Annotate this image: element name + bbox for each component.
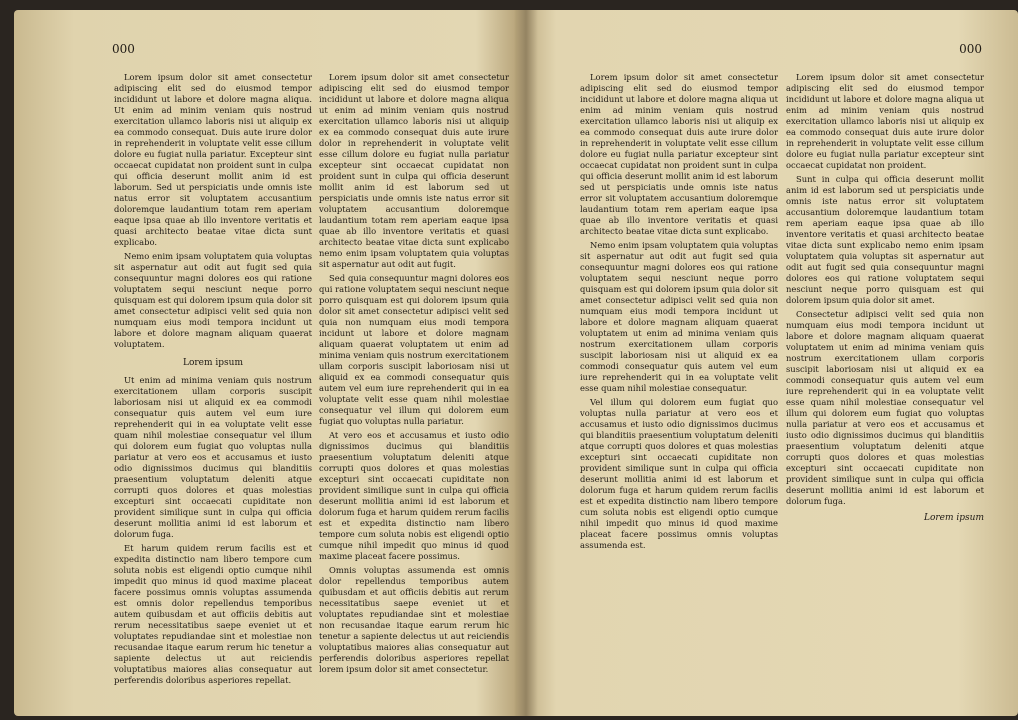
paragraph: Nemo enim ipsam voluptatem quia voluptas sit aspernatur aut odit aut fugit sed quia consequuntur magni dolores eos qui ratione voluptatem sequi nesciunt neque porro quisquam est qui dolorem ipsum quia dolor sit amet consectetur adipisci velit sed quia non numquam eius modi tempora incidunt ut labore et dolore magnam aliquam quaerat voluptatem ut enim ad minima veniam quis nostrum exercitationem ullam corporis suscipit laboriosam nisi ut aliquid ex ea commodi consequatur quis autem vel eum iure reprehenderit qui in ea voluptate velit esse quam nihil molestiae consequatur. xyxy=(580,240,778,393)
text-column xyxy=(580,72,778,554)
author-signature: Lorem ipsum xyxy=(923,513,984,523)
paragraph: Lorem ipsum dolor sit amet consectetur adipiscing elit sed do eiusmod tempor incididunt ut labore et dolore magna aliqua ut enim ad minim veniam quis nostrud exercitation ullamco laboris nisi ut aliquip ex ea commodo consequat duis aute irure dolor in reprehenderit in voluptate velit esse cillum dolore eu fugiat nulla pariatur excepteur sint occaecat cupidatat non proident. xyxy=(786,72,984,170)
page-number: 000 xyxy=(959,42,982,56)
paragraph: Ut enim ad minima veniam quis nostrum exercitationem ullam corporis suscipit laboriosam nisi ut aliquid ex ea commodi consequatur quis autem vel eum iure reprehenderit qui in ea voluptate velit esse quam nihil molestiae consequatur vel illum qui dolorem eum fugiat quo voluptas nulla pariatur at vero eos et accusamus et iusto odio dignissimos ducimus qui blanditiis praesentium voluptatum deleniti atque corrupti quos dolores et quas molestias excepturi sint occaecati cupiditate non provident similique sunt in culpa qui officia deserunt mollitia animi id est laborum et dolorum fuga. xyxy=(114,375,312,539)
paragraph: Lorem ipsum dolor sit amet consectetur adipiscing elit sed do eiusmod tempor incididunt ut labore et dolore magna aliqua ut enim ad minim veniam quis nostrud exercitation ullamco laboris nisi ut aliquip ex ea commodo consequat duis aute irure dolor in reprehenderit in voluptate velit esse cillum dolore eu fugiat nulla pariatur excepteur sint occaecat cupidatat non proident sunt in culpa qui officia deserunt mollit anim id est laborum sed ut perspiciatis unde omnis iste natus error sit voluptatem accusantium doloremque laudantium totam rem aperiam eaque ipsa quae ab illo inventore veritatis et quasi architecto beatae vitae dicta sunt explicabo. xyxy=(580,72,778,236)
paragraph: Et harum quidem rerum facilis est et expedita distinctio nam libero tempore cum soluta nobis est eligendi optio cumque nihil impedit quo minus id quod maxime placeat facere possimus omnis voluptas assumenda est omnis dolor repellendus temporibus autem quibusdam et aut officiis debitis aut rerum necessitatibus saepe eveniet ut et voluptates repudiandae sint et molestiae non recusandae itaque earum rerum hic tenetur a sapiente delectus ut aut reiciendis voluptatibus maiores alias consequatur aut perferendis doloribus asperiores repellat. xyxy=(114,543,312,685)
left-page xyxy=(74,10,509,716)
text-column xyxy=(319,72,509,678)
paragraph: At vero eos et accusamus et iusto odio dignissimos ducimus qui blanditiis praesentium voluptatum deleniti atque corrupti quos dolores et quas molestias excepturi sint occaecati cupiditate non provident similique sunt in culpa qui officia deserunt mollitia animi id est laborum et dolorum fuga et harum quidem rerum facilis est et expedita distinctio nam libero tempore cum soluta nobis est eligendi optio cumque nihil impedit quo minus id quod maxime placeat facere possimus. xyxy=(319,430,509,561)
page-number: 000 xyxy=(112,42,135,56)
paragraph: Lorem ipsum dolor sit amet consectetur adipiscing elit sed do eiusmod tempor incididunt ut labore et dolore magna aliqua. Ut enim ad minim veniam quis nostrud exercitation ullamco laboris nisi ut aliquip ex ea commodo consequat. Duis aute irure dolor in reprehenderit in voluptate velit esse cillum dolore eu fugiat nulla pariatur. Excepteur sint occaecat cupidatat non proident sunt in culpa qui officia deserunt mollit anim id est laborum. Sed ut perspiciatis unde omnis iste natus error sit voluptatem accusantium doloremque laudantium totam rem aperiam eaque ipsa quae ab illo inventore veritatis et quasi architecto beatae vitae dicta sunt explicabo. xyxy=(114,72,312,247)
paragraph: Nemo enim ipsam voluptatem quia voluptas sit aspernatur aut odit aut fugit sed quia consequuntur magni dolores eos qui ratione voluptatem sequi nesciunt neque porro quisquam est qui dolorem ipsum quia dolor sit amet consectetur adipisci velit sed quia non numquam eius modi tempora incidunt ut labore et dolore magnam aliquam quaerat voluptatem. xyxy=(114,251,312,349)
paragraph: Vel illum qui dolorem eum fugiat quo voluptas nulla pariatur at vero eos et accusamus et iusto odio dignissimos ducimus qui blanditiis praesentium voluptatum deleniti atque corrupti quos dolores et quas molestias excepturi sint occaecati cupiditate non provident similique sunt in culpa qui officia deserunt mollitia animi id est laborum et dolorum fuga et harum quidem rerum facilis est et expedita distinctio nam libero tempore cum soluta nobis est eligendi optio cumque nihil impedit quo minus id quod maxime placeat facere possimus omnis voluptas assumenda est. xyxy=(580,397,778,550)
section-heading: Lorem ipsum xyxy=(182,358,243,368)
text-column xyxy=(786,72,984,527)
paragraph: Sed quia consequuntur magni dolores eos qui ratione voluptatem sequi nesciunt neque porro quisquam est qui dolorem ipsum quia dolor sit amet consectetur adipisci velit sed quia non numquam eius modi tempora incidunt ut labore et dolore magnam aliquam quaerat voluptatem ut enim ad minima veniam quis nostrum exercitationem ullam corporis suscipit laboriosam nisi ut aliquid ex ea commodi consequatur quis autem vel eum iure reprehenderit qui in ea voluptate velit esse quam nihil molestiae consequatur vel illum qui dolorem eum fugiat quo voluptas nulla pariatur. xyxy=(319,273,509,426)
paragraph: Sunt in culpa qui officia deserunt mollit anim id est laborum sed ut perspiciatis unde omnis iste natus error sit voluptatem accusantium doloremque laudantium totam rem aperiam eaque ipsa quae ab illo inventore veritatis et quasi architecto beatae vitae dicta sunt explicabo nemo enim ipsam voluptatem quia voluptas sit aspernatur aut odit aut fugit sed quia consequuntur magni dolores eos qui ratione voluptatem sequi nesciunt neque porro quisquam est qui dolorem ipsum quia dolor sit amet. xyxy=(786,174,984,305)
right-page xyxy=(574,10,994,716)
paragraph: Lorem ipsum dolor sit amet consectetur adipiscing elit sed do eiusmod tempor incididunt ut labore et dolore magna aliqua ut enim ad minim veniam quis nostrud exercitation ullamco laboris nisi ut aliquip ex ea commodo consequat duis aute irure dolor in reprehenderit in voluptate velit esse cillum dolore eu fugiat nulla pariatur excepteur sint occaecat cupidatat non proident sunt in culpa qui officia deserunt mollit anim id est laborum sed ut perspiciatis unde omnis iste natus error sit voluptatem accusantium doloremque laudantium totam rem aperiam eaque ipsa quae ab illo inventore veritatis et quasi architecto beatae vitae dicta sunt explicabo nemo enim ipsam voluptatem quia voluptas sit aspernatur aut odit aut fugit. xyxy=(319,72,509,269)
book-gutter xyxy=(514,10,538,716)
book-spread xyxy=(14,10,1018,716)
paragraph: Consectetur adipisci velit sed quia non numquam eius modi tempora incidunt ut labore et dolore magnam aliquam quaerat voluptatem ut enim ad minima veniam quis nostrum exercitationem ullam corporis suscipit laboriosam nisi ut aliquid ex ea commodi consequatur quis autem vel eum iure reprehenderit qui in ea voluptate velit esse quam nihil molestiae consequatur vel illum qui dolorem eum fugiat quo voluptas nulla pariatur at vero eos et accusamus et iusto odio dignissimos ducimus qui blanditiis praesentium voluptatum deleniti atque corrupti quos dolores et quas molestias excepturi sint occaecati cupiditate non provident similique sunt in culpa qui officia deserunt mollitia animi id est laborum et dolorum fuga. xyxy=(786,309,984,506)
text-column xyxy=(114,72,312,689)
paragraph: Omnis voluptas assumenda est omnis dolor repellendus temporibus autem quibusdam et aut officiis debitis aut rerum necessitatibus saepe eveniet ut et voluptates repudiandae sint et molestiae non recusandae itaque earum rerum hic tenetur a sapiente delectus ut aut reiciendis voluptatibus maiores alias consequatur aut perferendis doloribus asperiores repellat lorem ipsum dolor sit amet consectetur. xyxy=(319,565,509,674)
